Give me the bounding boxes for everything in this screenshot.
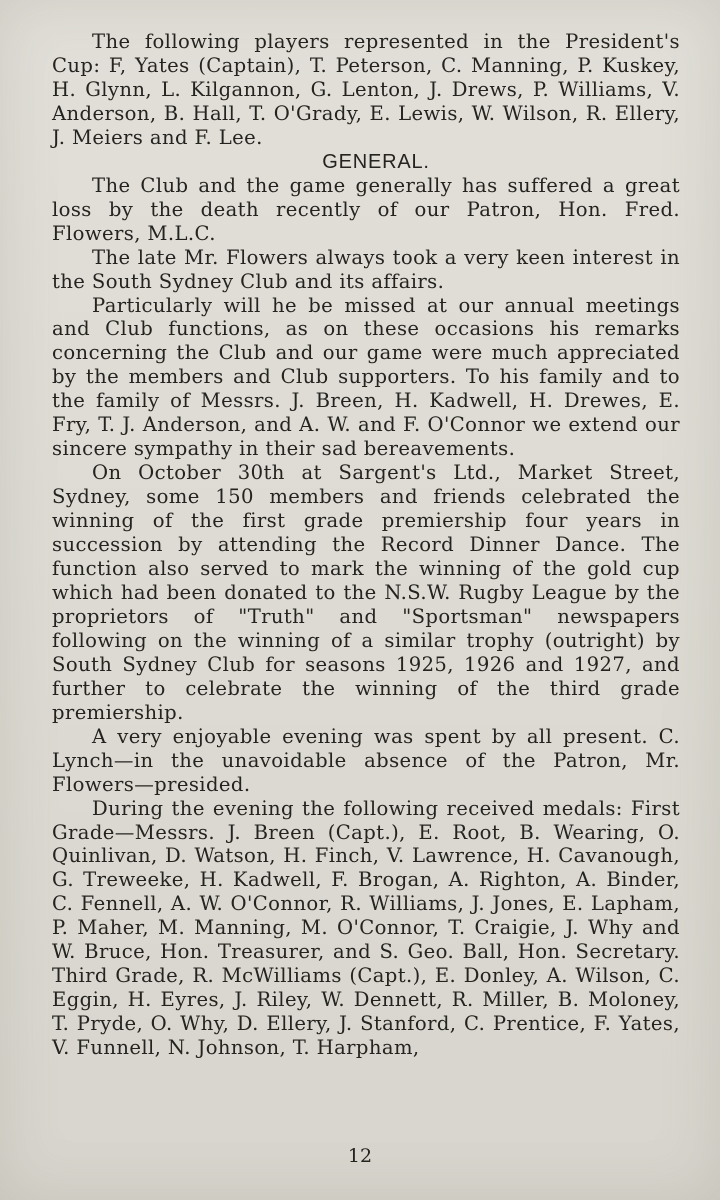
patron-interest-paragraph: The late Mr. Flowers always took a very keen interest in the South Sydney Club and its affairs.: [52, 245, 680, 293]
medals-paragraph: During the evening the following received medals: First Grade—Messrs. J. Breen (Capt.), E. Root, B. Wearing, O. Quinlivan, D. Watson, H. Finch, V. Lawrence, H. Cavanough, G. Treweeke, H. Kadwell, F. Brogan, A. Righton, A. Binder, C. Fennell, A. W. O'Connor, R. Williams, J. Jones, E. Lapham, P. Maher, M. Manning, M. O'Connor, T. Craigie, J. Why and W. Bruce, Hon. Treasurer, and S. Geo. Ball, Hon. Secretary. Third Grade, R. McWilliams (Capt.), E. Donley, A. Wilson, C. Eggin, H. Eyres, J. Riley, W. Dennett, R. Miller, B. Moloney, T. Pryde, O. Why, D. Ellery, J. Stanford, C. Prentice, F. Yates, V. Funnell, N. Johnson, T. Harpham,: [52, 796, 680, 1060]
page-number: 12: [347, 1145, 373, 1167]
evening-paragraph: A very enjoyable evening was spent by all present. C. Lynch—in the unavoidable absence of the Patron, Mr. Flowers—presided.: [52, 724, 680, 796]
presidents-cup-paragraph: The following players represented in the President's Cup: F, Yates (Captain), T. Peterson, C. Manning, P. Kuskey, H. Glynn, L. Kilgannon, G. Lenton, J. Drews, P. Williams, V. Anderson, B. Hall, T. O'Grady, E. Lewis, W. Wilson, R. Ellery, J. Meiers and F. Lee.: [52, 30, 680, 149]
patron-loss-paragraph: The Club and the game generally has suffered a great loss by the death recently of our Patron, Hon. Fred. Flowers, M.L.C.: [52, 173, 680, 245]
sympathy-paragraph: Particularly will he be missed at our annual meetings and Club functions, as on these occasions his remarks concerning the Club and our game were much appreciated by the members and Club supporters. To his family and to the family of Messrs. J. Breen, H. Kadwell, H. Drewes, E. Fry, T. J. Anderson, and A. W. and F. O'Connor we extend our sincere sympathy in their sad bereavements.: [52, 293, 680, 461]
dinner-dance-paragraph: On October 30th at Sargent's Ltd., Market Street, Sydney, some 150 members and friends celebrated the winning of the first grade premiership four years in succession by attending the Record Dinner Dance. The function also served to mark the winning of the gold cup which had been donated to the N.S.W. Rugby League by the proprietors of "Truth" and "Sportsman" newspapers following on the winning of a similar trophy (outright) by South Sydney Club for seasons 1925, 1926 and 1927, and further to celebrate the winning of the third grade premiership.: [52, 461, 680, 724]
general-section-heading: GENERAL.: [322, 150, 430, 173]
page-body-text: [52, 30, 680, 1060]
